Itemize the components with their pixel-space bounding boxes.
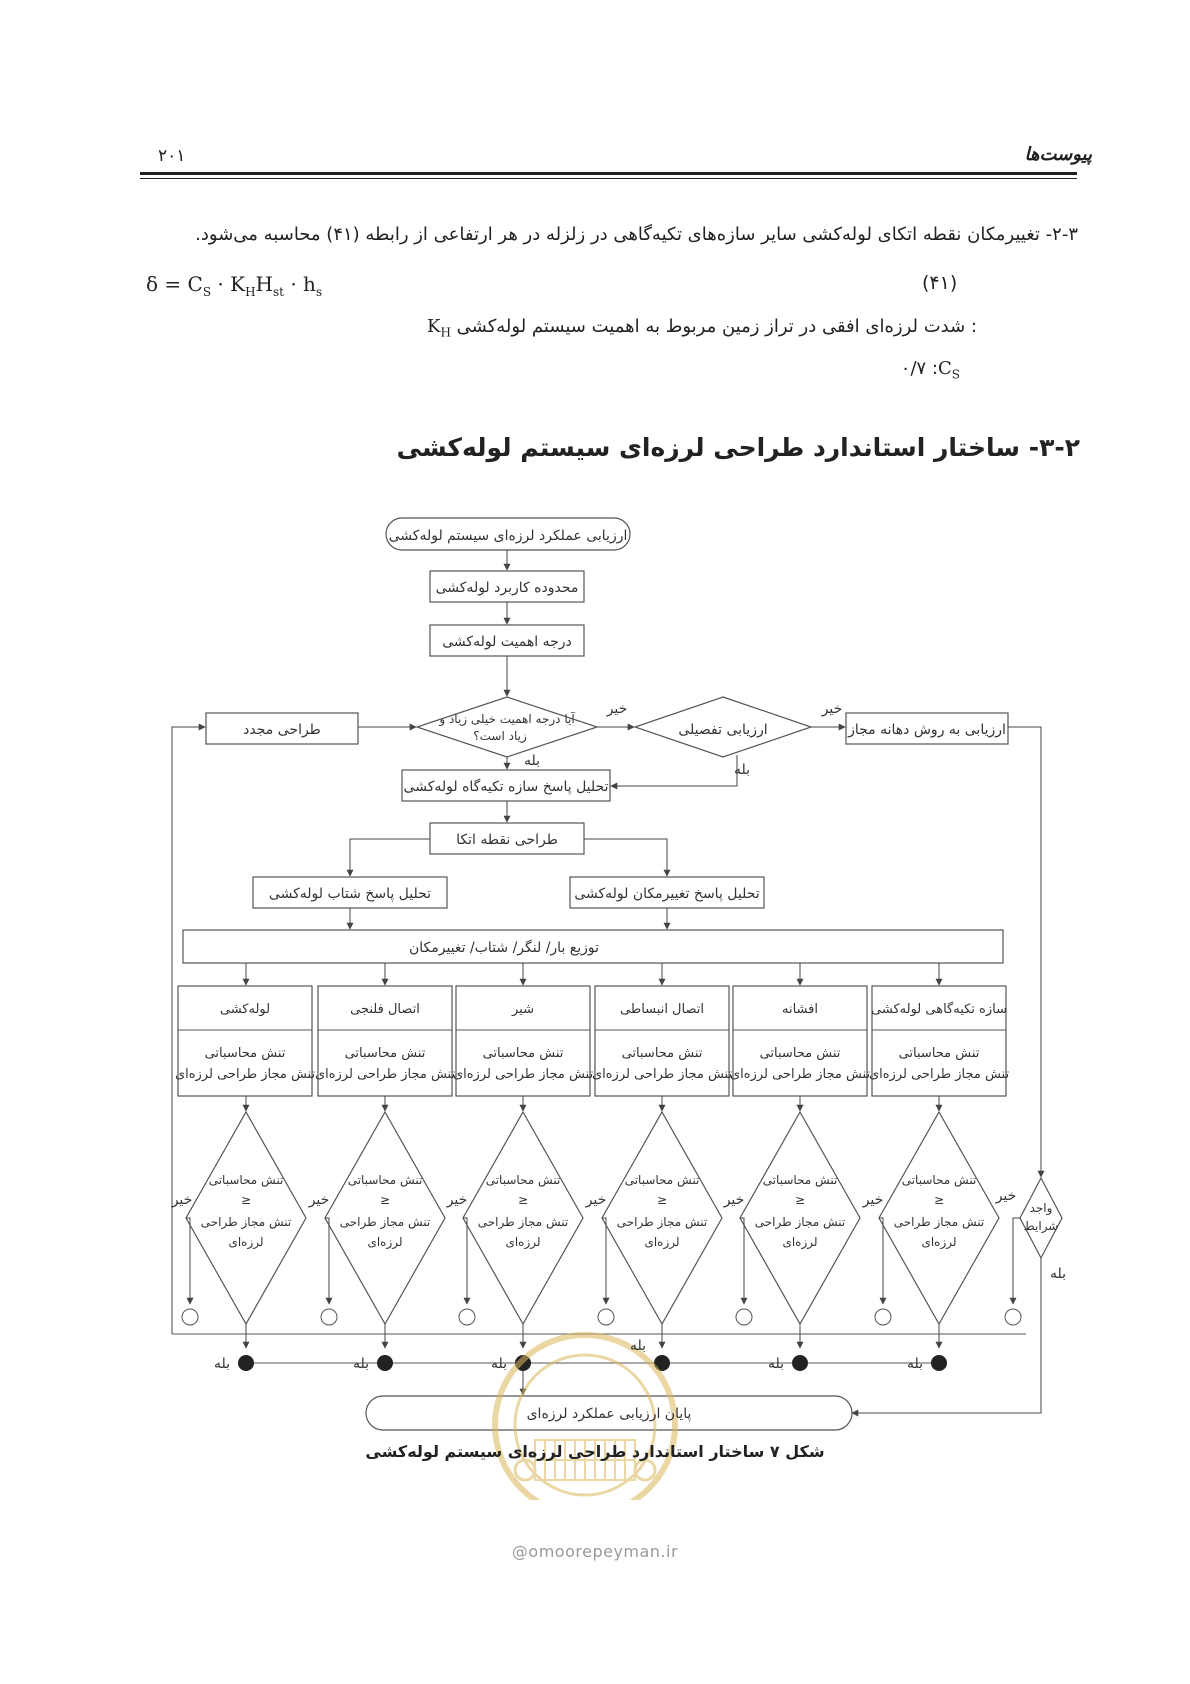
equation-number: (۴۱) [922, 272, 958, 294]
stress-line-2: تنش مجاز طراحی لرزه‌ای [314, 1067, 456, 1082]
yes-label: بله [490, 1356, 508, 1372]
stress-line-1: تنش محاسباتی [204, 1046, 286, 1061]
decision-importance [417, 697, 597, 757]
definition-text: : شدت لرزه‌ای افقی در تراز زمین مربوط به اهمیت سیستم لوله‌کشی [456, 316, 977, 337]
component-title: اتصال فلنجی [350, 1002, 420, 1017]
definition-kh: : شدت لرزه‌ای افقی در تراز زمین مربوط به اهمیت سیستم لوله‌کشی $K_H$ [426, 316, 977, 340]
check-line: لرزه‌ای [644, 1235, 680, 1249]
check-line: ≤ [656, 1193, 668, 1207]
allowable-method-label: ارزیابی به روش دهانه مجاز [848, 722, 1006, 738]
check-line: ≤ [517, 1193, 529, 1207]
check-line: لرزه‌ای [505, 1235, 541, 1249]
conditions-line: واجد [1029, 1201, 1053, 1215]
component-title: لوله‌کشی [219, 1002, 271, 1017]
stress-line-2: تنش مجاز طراحی لرزه‌ای [729, 1067, 871, 1082]
no-label: خیر [995, 1188, 1017, 1204]
no-label: خیر [446, 1192, 468, 1208]
disp-analysis-label: تحلیل پاسخ تغییرمکان لوله‌کشی [574, 886, 760, 902]
component-title: شیر [512, 1002, 534, 1017]
stress-line-1: تنش محاسباتی [759, 1046, 841, 1061]
support-analysis-label: تحلیل پاسخ سازه تکیه‌گاه لوله‌کشی [403, 779, 609, 795]
definition-cs: ۰/۷ $:C_S$ [900, 358, 960, 382]
stress-line-1: تنش محاسباتی [621, 1046, 703, 1061]
conditions-line: شرایط [1023, 1219, 1059, 1233]
equation-formula: $\delta = C_S \cdot K_HH_{st} \cdot h_s$ [146, 272, 323, 299]
yes-label: بله [1049, 1266, 1067, 1282]
yes-label: بله [733, 762, 751, 778]
stress-line-1: تنش محاسباتی [482, 1046, 564, 1061]
check-line: ≤ [794, 1193, 806, 1207]
definition-text: ۰/۷ : [900, 358, 938, 379]
accel-analysis-label: تحلیل پاسخ شتاب لوله‌کشی [268, 886, 432, 902]
yes-label: بله [906, 1356, 924, 1372]
check-line: ≤ [240, 1193, 252, 1207]
stress-line-1: تنش محاسباتی [898, 1046, 980, 1061]
yes-label: بله [523, 753, 541, 769]
check-line: لرزه‌ای [228, 1235, 264, 1249]
figure-caption: شکل ۷ ساختار استاندارد طراحی لرزه‌ای سیستم لوله‌کشی [365, 1442, 825, 1461]
check-line: تنش محاسباتی [347, 1173, 423, 1187]
check-line: تنش محاسباتی [901, 1173, 977, 1187]
check-line: تنش مجاز طراحی [754, 1215, 846, 1229]
stress-line-2: تنش مجاز طراحی لرزه‌ای [868, 1067, 1010, 1082]
support-point-label: طراحی نقطه اتکا [456, 832, 558, 848]
stress-line-1: تنش محاسباتی [344, 1046, 426, 1061]
no-label: خیر [171, 1192, 193, 1208]
check-line: تنش محاسباتی [762, 1173, 838, 1187]
running-header: پیوست‌ها [1024, 144, 1092, 165]
yes-label: بله [213, 1356, 231, 1372]
no-label: خیر [862, 1192, 884, 1208]
check-line: تنش محاسباتی [485, 1173, 561, 1187]
no-label: خیر [606, 701, 628, 717]
component-title: افشانه [782, 1002, 818, 1017]
check-line: لرزه‌ای [782, 1235, 818, 1249]
check-line: تنش مجاز طراحی [339, 1215, 431, 1229]
stress-line-2: تنش مجاز طراحی لرزه‌ای [452, 1067, 594, 1082]
check-line: لرزه‌ای [921, 1235, 957, 1249]
stress-line-2: تنش مجاز طراحی لرزه‌ای [174, 1067, 316, 1082]
decision-line-1: آیا درجه اهمیت خیلی زیاد و [439, 712, 575, 726]
no-label: خیر [821, 701, 843, 717]
section-heading: ۳-۲- ساختار استاندارد طراحی لرزه‌ای سیستم لوله‌کشی [396, 433, 1080, 462]
paragraph: ۲-۳- تغییرمکان نقطه اتکای لوله‌کشی سایر سازه‌های تکیه‌گاهی در زلزله در هر ارتفاعی از رابطه (۴۱) محاسبه می‌شود. [195, 224, 1078, 245]
conditions-diamond [1020, 1178, 1062, 1258]
stress-line-2: تنش مجاز طراحی لرزه‌ای [591, 1067, 733, 1082]
no-label: خیر [585, 1192, 607, 1208]
check-line: تنش محاسباتی [624, 1173, 700, 1187]
check-line: تنش محاسباتی [208, 1173, 284, 1187]
decision-line-2: زیاد است؟ [473, 729, 527, 743]
redesign-label: طراحی مجدد [243, 722, 321, 738]
start-label: ارزیابی عملکرد لرزه‌ای سیستم لوله‌کشی [388, 528, 628, 544]
component-title: اتصال انبساطی [620, 1002, 704, 1017]
check-line: تنش مجاز طراحی [477, 1215, 569, 1229]
check-line: لرزه‌ای [367, 1235, 403, 1249]
no-label: خیر [723, 1192, 745, 1208]
check-line: تنش مجاز طراحی [616, 1215, 708, 1229]
distribution-label: توزیع بار/ لنگر/ شتاب/ تغییرمکان [408, 940, 600, 956]
check-line: تنش مجاز طراحی [893, 1215, 985, 1229]
scope-label: محدوده کاربرد لوله‌کشی [435, 580, 579, 596]
component-title: سازه تکیه‌گاهی لوله‌کشی [871, 1002, 1007, 1017]
detailed-eval-label: ارزیابی تفصیلی [678, 722, 768, 738]
no-label: خیر [308, 1192, 330, 1208]
check-line: ≤ [933, 1193, 945, 1207]
page-number: ۲۰۱ [158, 146, 186, 166]
importance-label: درجه اهمیت لوله‌کشی [442, 634, 572, 650]
end-label: پایان ارزیابی عملکرد لرزه‌ای [526, 1406, 692, 1422]
watermark-site: @omoorepeyman.ir [511, 1542, 679, 1561]
yes-label: بله [352, 1356, 370, 1372]
yes-label: بله [767, 1356, 785, 1372]
check-line: تنش مجاز طراحی [200, 1215, 292, 1229]
yes-label: بله [629, 1338, 647, 1354]
check-line: ≤ [379, 1193, 391, 1207]
